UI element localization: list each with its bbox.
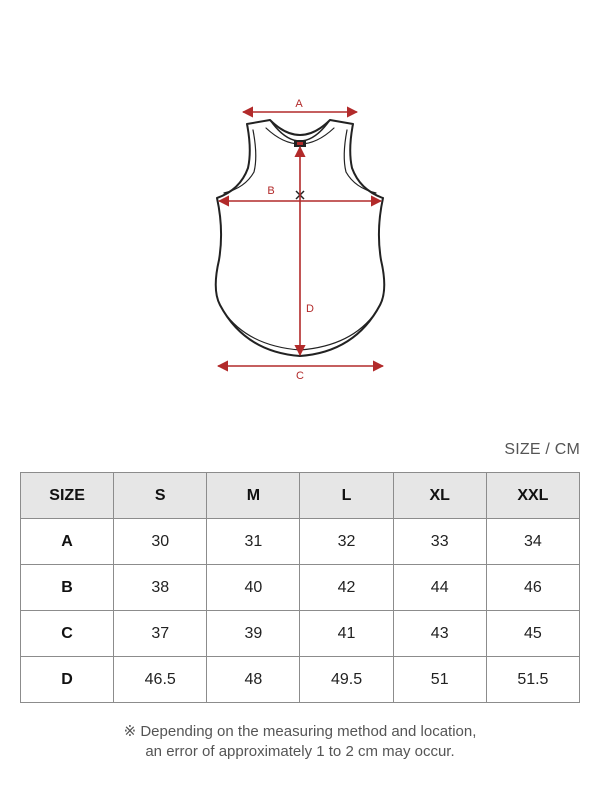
row-label: B <box>21 565 114 611</box>
size-chart-table <box>20 472 580 703</box>
note-line-2: an error of approximately 1 to 2 cm may occur. <box>145 743 455 760</box>
header-m: M <box>207 473 300 519</box>
table-cell: 40 <box>207 565 300 611</box>
table-row <box>21 611 580 657</box>
unit-label: SIZE / CM <box>504 441 580 458</box>
table-cell: 37 <box>114 611 207 657</box>
table-row <box>21 565 580 611</box>
table-cell: 51.5 <box>486 657 579 703</box>
table-cell: 39 <box>207 611 300 657</box>
table-cell: 49.5 <box>300 657 393 703</box>
row-label: D <box>21 657 114 703</box>
header-xxl: XXL <box>486 473 579 519</box>
table-cell: 38 <box>114 565 207 611</box>
measure-arrows <box>218 112 383 366</box>
table-cell: 31 <box>207 519 300 565</box>
measure-label-c: C <box>296 370 304 382</box>
header-s: S <box>114 473 207 519</box>
header-size: SIZE <box>21 473 114 519</box>
measure-label-d: D <box>306 303 314 315</box>
table-cell: 42 <box>300 565 393 611</box>
table-row <box>21 657 580 703</box>
table-cell: 43 <box>393 611 486 657</box>
measurement-note <box>0 722 600 762</box>
table-cell: 34 <box>486 519 579 565</box>
table-cell: 41 <box>300 611 393 657</box>
measure-label-a: A <box>295 98 303 110</box>
table-header-row <box>21 473 580 519</box>
table-cell: 46 <box>486 565 579 611</box>
row-label: C <box>21 611 114 657</box>
table-cell: 33 <box>393 519 486 565</box>
table-cell: 48 <box>207 657 300 703</box>
note-line-1: ※ Depending on the measuring method and location, <box>123 723 477 740</box>
table-cell: 30 <box>114 519 207 565</box>
table-cell: 32 <box>300 519 393 565</box>
measure-label-b: B <box>267 185 275 197</box>
header-xl: XL <box>393 473 486 519</box>
table-cell: 46.5 <box>114 657 207 703</box>
table-cell: 44 <box>393 565 486 611</box>
table-cell: 51 <box>393 657 486 703</box>
header-l: L <box>300 473 393 519</box>
table-row <box>21 519 580 565</box>
table-cell: 45 <box>486 611 579 657</box>
row-label: A <box>21 519 114 565</box>
